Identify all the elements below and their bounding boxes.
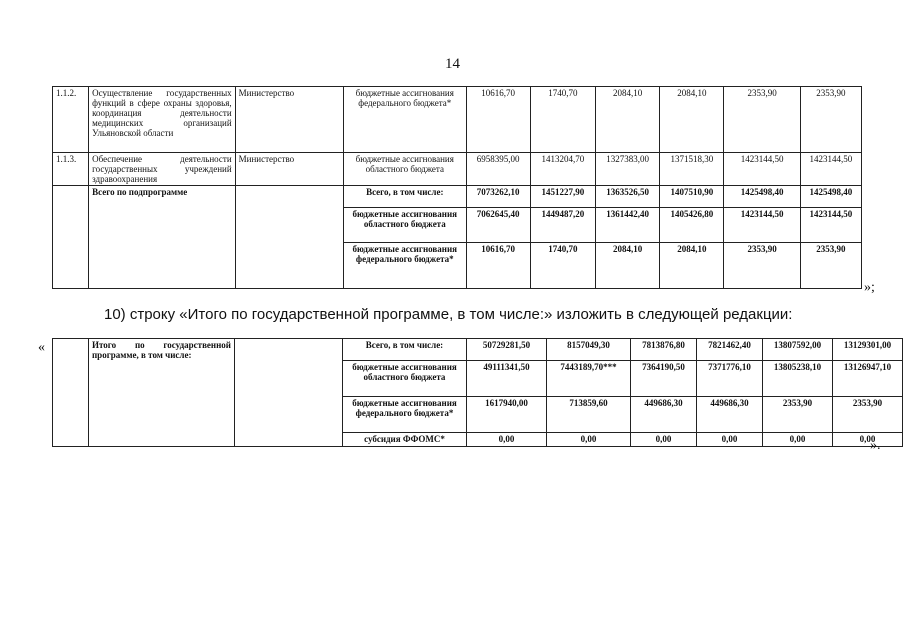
value-cell: 50729281,50 <box>467 339 547 361</box>
page-number: 14 <box>445 56 460 72</box>
value-cell: 0,00 <box>833 433 903 447</box>
row-executor: Министерство <box>235 153 343 186</box>
value-cell: 13805238,10 <box>763 361 833 397</box>
value-cell: 1361442,40 <box>595 208 659 243</box>
value-cell: 2353,90 <box>800 243 861 289</box>
value-cell: 13126947,10 <box>833 361 903 397</box>
value-cell: 13807592,00 <box>763 339 833 361</box>
amendment-paragraph: 10) строку «Итого по государственной программе, в том числе:» изложить в следующей редакции: <box>104 306 793 323</box>
value-cell: 2084,10 <box>595 87 659 153</box>
value-cell: 2353,90 <box>833 397 903 433</box>
value-cell: 1363526,50 <box>595 186 659 208</box>
row-name: Осуществление государственных функций в сфере охраны здоровья, координация деятельности медицинских организаций Ульяновской области <box>89 87 236 153</box>
value-cell: 1423144,50 <box>724 208 800 243</box>
value-cell: 0,00 <box>467 433 547 447</box>
value-cell: 7062645,40 <box>466 208 530 243</box>
row-number: 1.1.2. <box>53 87 89 153</box>
value-cell: 13129301,00 <box>833 339 903 361</box>
row-name: Обеспечение деятельности государственных учреждений здравоохранения <box>89 153 236 186</box>
closing-quote: ». <box>870 438 881 453</box>
value-cell: 49111341,50 <box>467 361 547 397</box>
value-cell: 1407510,90 <box>660 186 724 208</box>
value-cell: 449686,30 <box>697 397 763 433</box>
empty-cell <box>53 339 89 447</box>
row-source: субсидия ФФОМС* <box>343 433 467 447</box>
value-cell: 1423144,50 <box>800 153 861 186</box>
row-source: бюджетные ассигнования федерального бюджета* <box>343 397 467 433</box>
value-cell: 0,00 <box>547 433 631 447</box>
value-cell: 0,00 <box>631 433 697 447</box>
row-source: бюджетные ассигнования областного бюджета <box>344 153 466 186</box>
value-cell: 1405426,80 <box>660 208 724 243</box>
value-cell: 2353,90 <box>724 87 800 153</box>
value-cell: 2084,10 <box>595 243 659 289</box>
value-cell: 2084,10 <box>660 87 724 153</box>
value-cell: 7821462,40 <box>697 339 763 361</box>
value-cell: 449686,30 <box>631 397 697 433</box>
table-row <box>53 339 903 361</box>
value-cell: 1740,70 <box>530 87 595 153</box>
closing-quote: »; <box>864 280 875 295</box>
value-cell: 7073262,10 <box>466 186 530 208</box>
value-cell: 1425498,40 <box>800 186 861 208</box>
value-cell: 0,00 <box>763 433 833 447</box>
value-cell: 6958395,00 <box>466 153 530 186</box>
subprogram-table <box>52 86 862 289</box>
value-cell: 1327383,00 <box>595 153 659 186</box>
row-source: бюджетные ассигнования областного бюджета <box>344 208 466 243</box>
row-source: Всего, в том числе: <box>343 339 467 361</box>
value-cell: 1449487,20 <box>530 208 595 243</box>
value-cell: 1740,70 <box>530 243 595 289</box>
row-source: Всего, в том числе: <box>344 186 466 208</box>
empty-cell <box>235 339 343 447</box>
value-cell: 10616,70 <box>466 243 530 289</box>
value-cell: 2353,90 <box>800 87 861 153</box>
row-source: бюджетные ассигнования федерального бюджета* <box>344 243 466 289</box>
value-cell: 1423144,50 <box>724 153 800 186</box>
value-cell: 1423144,50 <box>800 208 861 243</box>
empty-cell <box>235 186 343 289</box>
value-cell: 2084,10 <box>660 243 724 289</box>
value-cell: 713859,60 <box>547 397 631 433</box>
value-cell: 8157049,30 <box>547 339 631 361</box>
total-label: Итого по государственной программе, в том числе: <box>89 339 235 447</box>
value-cell: 1413204,70 <box>530 153 595 186</box>
value-cell: 7371776,10 <box>697 361 763 397</box>
row-source: бюджетные ассигнования федерального бюджета* <box>344 87 466 153</box>
value-cell: 1425498,40 <box>724 186 800 208</box>
row-number: 1.1.3. <box>53 153 89 186</box>
value-cell: 1451227,90 <box>530 186 595 208</box>
table-row <box>53 87 862 153</box>
value-cell: 0,00 <box>697 433 763 447</box>
row-source: бюджетные ассигнования областного бюджета <box>343 361 467 397</box>
table-row <box>53 153 862 186</box>
value-cell: 2353,90 <box>724 243 800 289</box>
value-cell: 1617940,00 <box>467 397 547 433</box>
value-cell: 10616,70 <box>466 87 530 153</box>
empty-cell <box>53 186 89 289</box>
value-cell: 7813876,80 <box>631 339 697 361</box>
value-cell: 7364190,50 <box>631 361 697 397</box>
value-cell: 7443189,70*** <box>547 361 631 397</box>
value-cell: 2353,90 <box>763 397 833 433</box>
row-executor: Министерство <box>235 87 343 153</box>
value-cell: 1371518,30 <box>660 153 724 186</box>
opening-quote: « <box>38 340 45 355</box>
program-total-table <box>52 338 903 447</box>
table-row <box>53 186 862 208</box>
total-label: Всего по подпрограмме <box>89 186 236 289</box>
